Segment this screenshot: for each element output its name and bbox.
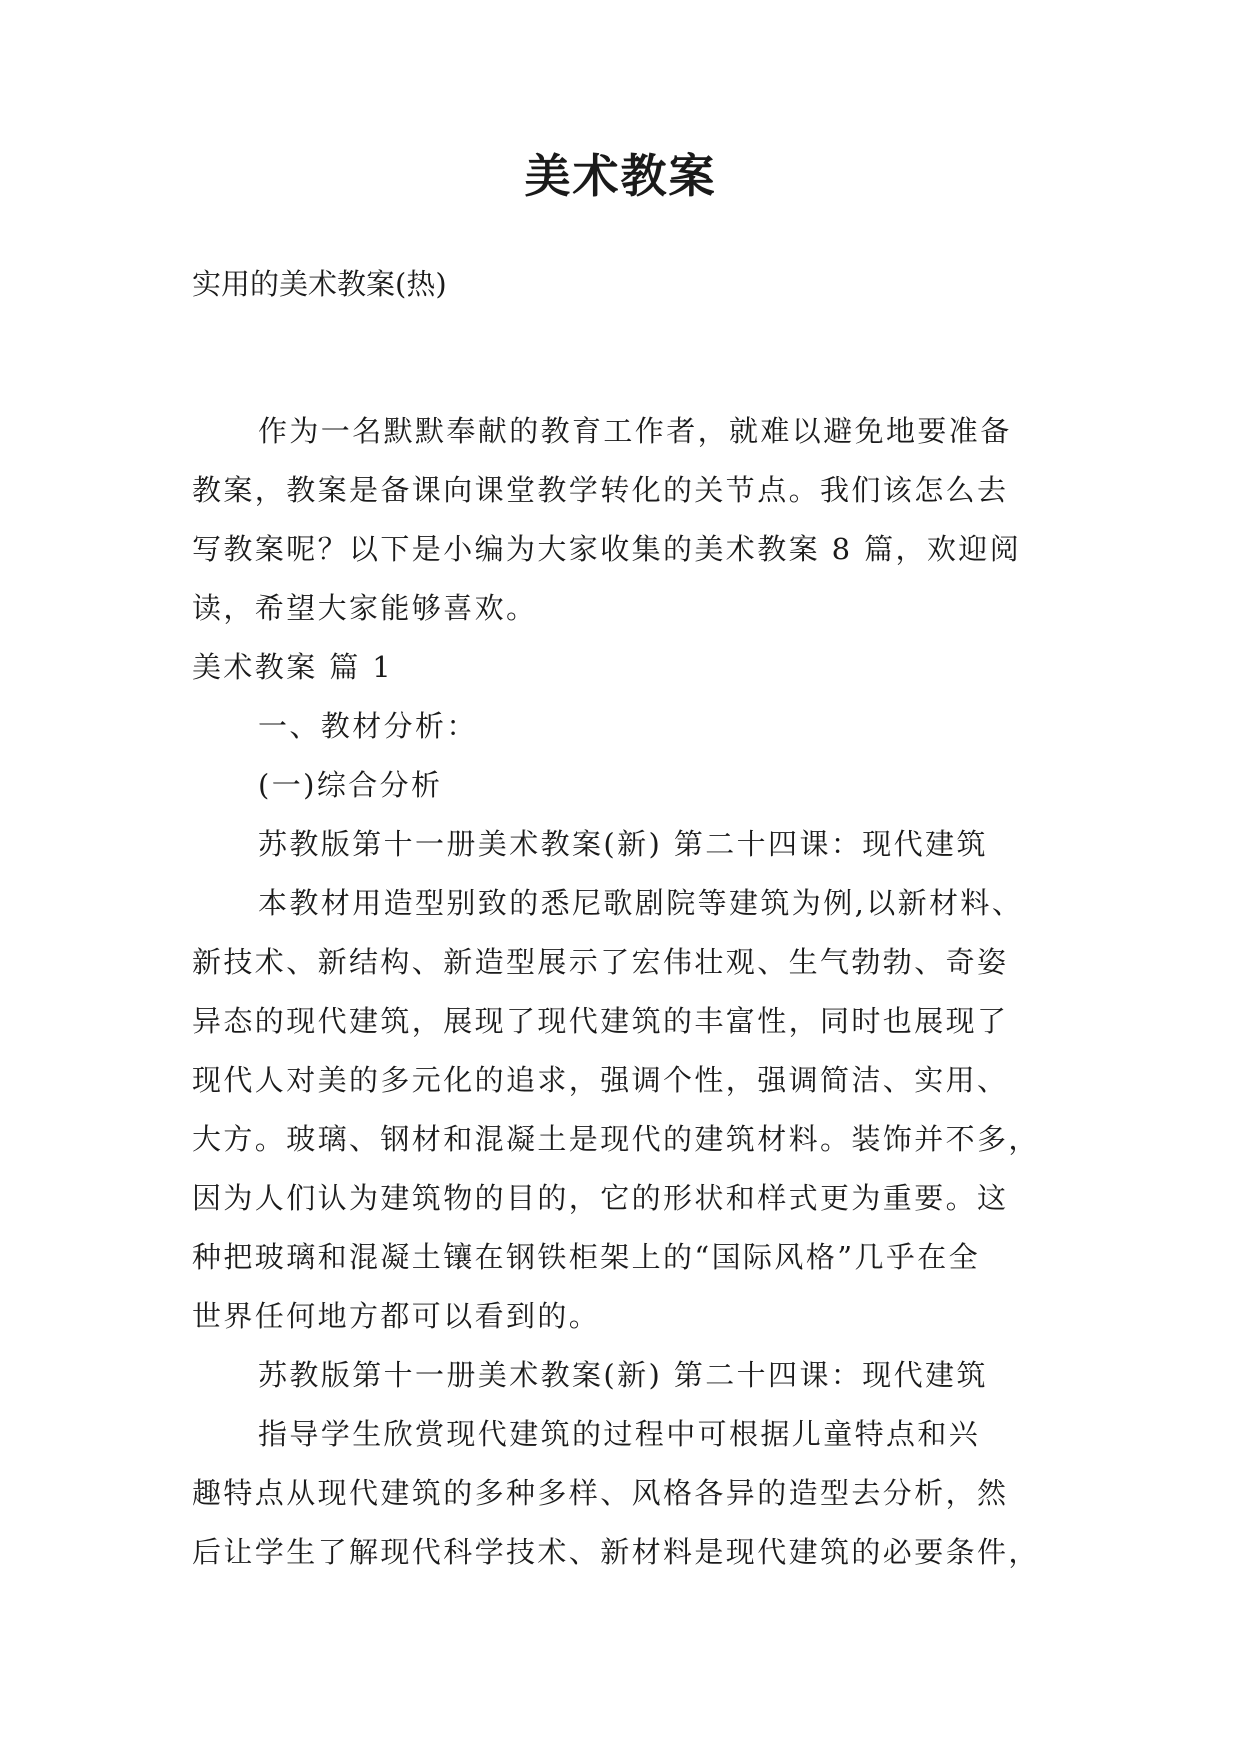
body-line: (一)综合分析 <box>258 768 443 802</box>
document-subtitle: 实用的美术教案(热) <box>192 267 447 301</box>
body-line: 现代人对美的多元化的追求，强调个性，强调简洁、实用、 <box>192 1063 1009 1097</box>
document-body <box>192 402 1054 1582</box>
body-line: 一、教材分析： <box>258 709 478 743</box>
body-line: 美术教案 篇 1 <box>192 650 394 684</box>
body-line: 异态的现代建筑，展现了现代建筑的丰富性，同时也展现了 <box>192 1004 1009 1038</box>
body-line: 读，希望大家能够喜欢。 <box>192 591 538 625</box>
body-line: 后让学生了解现代科学技术、新材料是现代建筑的必要条件， <box>192 1535 1040 1569</box>
body-line: 新技术、新结构、新造型展示了宏伟壮观、生气勃勃、奇姿 <box>192 945 1009 979</box>
body-line: 本教材用造型别致的悉尼歌剧院等建筑为例,以新材料、 <box>258 886 1024 920</box>
body-line: 教案，教案是备课向课堂教学转化的关节点。我们该怎么去 <box>192 473 1009 507</box>
body-line: 苏教版第十一册美术教案(新) 第二十四课：现代建筑 <box>258 1358 988 1392</box>
body-line: 世界任何地方都可以看到的。 <box>192 1299 601 1333</box>
body-line: 种把玻璃和混凝土镶在钢铁柜架上的“国际风格”几乎在全 <box>192 1240 981 1274</box>
body-line: 指导学生欣赏现代建筑的过程中可根据儿童特点和兴 <box>258 1417 981 1451</box>
body-line: 苏教版第十一册美术教案(新) 第二十四课：现代建筑 <box>258 827 988 861</box>
body-line: 因为人们认为建筑物的目的，它的形状和样式更为重要。这 <box>192 1181 1009 1215</box>
body-line: 大方。玻璃、钢材和混凝土是现代的建筑材料。装饰并不多， <box>192 1122 1040 1156</box>
body-line: 写教案呢？以下是小编为大家收集的美术教案 8 篇，欢迎阅 <box>192 532 1022 566</box>
body-line: 趣特点从现代建筑的多种多样、风格各异的造型去分析，然 <box>192 1476 1009 1510</box>
document-title: 美术教案 <box>524 149 717 203</box>
body-line: 作为一名默默奉献的教育工作者，就难以避免地要准备 <box>258 414 1012 448</box>
